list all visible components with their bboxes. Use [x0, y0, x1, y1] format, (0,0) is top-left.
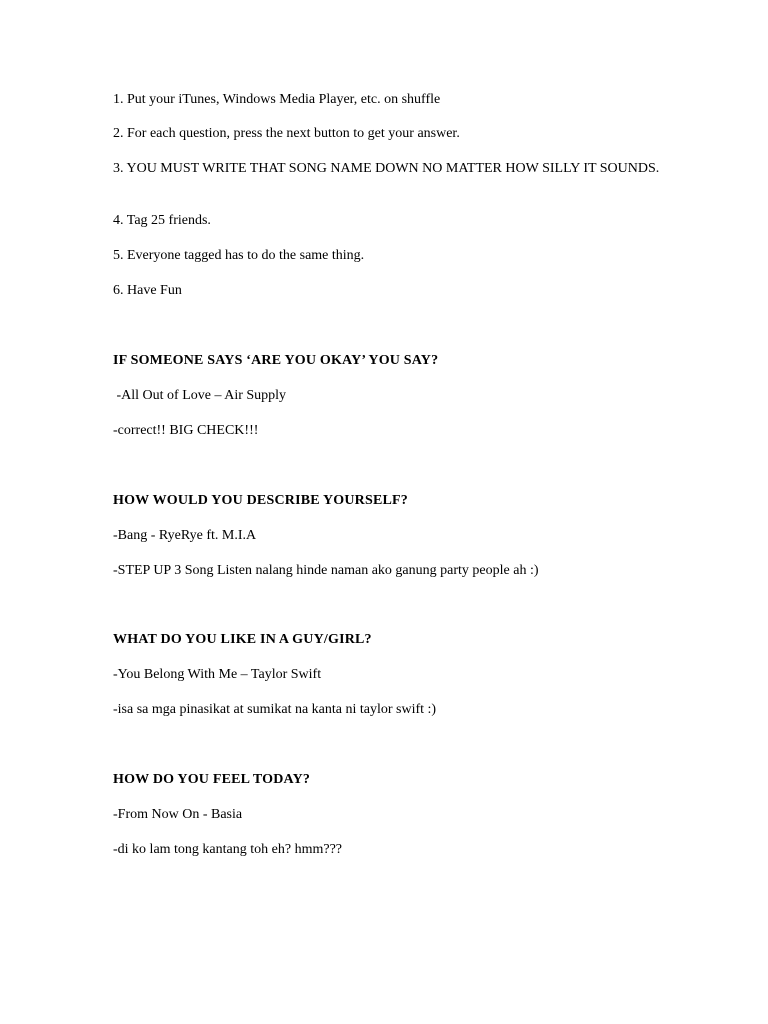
section-1-comment: -correct!! BIG CHECK!!!: [113, 423, 259, 438]
rule-1: 1. Put your iTunes, Windows Media Player, etc. on shuffle: [113, 92, 441, 107]
section-2-question: HOW WOULD YOU DESCRIBE YOURSELF?: [113, 493, 409, 508]
rule-6: 6. Have Fun: [113, 283, 182, 298]
rule-4: 4. Tag 25 friends.: [113, 213, 211, 228]
section-2-answer: -Bang - RyeRye ft. M.I.A: [113, 528, 257, 543]
section-2-comment: -STEP UP 3 Song Listen nalang hinde naman ako ganung party people ah :): [113, 563, 539, 578]
section-4-answer: -From Now On - Basia: [113, 807, 243, 822]
section-1-answer: -All Out of Love – Air Supply: [113, 388, 287, 403]
rule-5: 5. Everyone tagged has to do the same thing.: [113, 248, 365, 263]
section-3-question: WHAT DO YOU LIKE IN A GUY/GIRL?: [113, 632, 372, 647]
section-4-comment: -di ko lam tong kantang toh eh? hmm???: [113, 842, 342, 857]
rule-3: 3. YOU MUST WRITE THAT SONG NAME DOWN NO MATTER HOW SILLY IT SOUNDS.: [113, 161, 660, 176]
section-3-comment: -isa sa mga pinasikat at sumikat na kanta ni taylor swift :): [113, 702, 437, 717]
section-3-answer: -You Belong With Me – Taylor Swift: [113, 667, 322, 682]
section-4-question: HOW DO YOU FEEL TODAY?: [113, 772, 311, 787]
section-1-question: IF SOMEONE SAYS ‘ARE YOU OKAY’ YOU SAY?: [113, 353, 439, 368]
rule-2: 2. For each question, press the next button to get your answer.: [113, 126, 460, 141]
